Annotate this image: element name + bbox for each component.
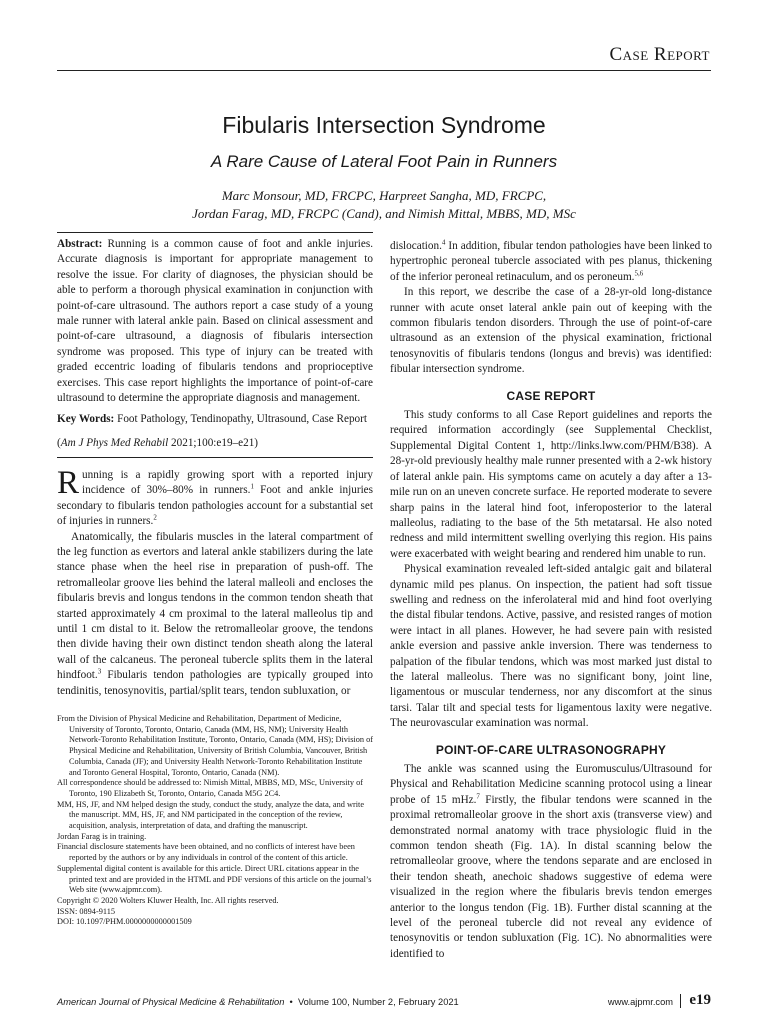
page-number: e19 bbox=[689, 992, 711, 1008]
authors-line-2: Jordan Farag, MD, FRCPC (Cand), and Nimish Mittal, MBBS, MD, MSc bbox=[192, 206, 576, 221]
ref-sup: 7 bbox=[476, 792, 480, 801]
citation-details: 2021;100:e19–e21) bbox=[171, 436, 259, 449]
abstract-top-rule bbox=[57, 232, 373, 233]
footnote: Copyright © 2020 Wolters Kluwer Health, Inc. All rights reserved. bbox=[57, 895, 279, 905]
ref-sup: 4 bbox=[441, 238, 446, 247]
cont-text-a: dislocation. bbox=[390, 240, 442, 252]
intro-continuation bbox=[390, 239, 712, 285]
intro-left-column bbox=[57, 465, 373, 699]
case-paragraph-1: This study conforms to all Case Report guidelines and reports the required information accordingly (see Supplemental Checklist, Supplemental Digital Content 1, http://links.lww.com/PHM/B38). A 28-yr-old previously healthy male runner presented with a 2-wk history of lateral ankle pain. His symptoms came on acutely a day after a 13-mile run on an uneven concrete surface. He reported moderate to severe sharp pains in the lateral hind foot, inferoposterior to the lateral malleolus, radiating to the base of the 5th metatarsal. He also noted redness and mild intermittent swelling overlying this region. His pains were exacerbated with weight bearing and rendered him unable to run. bbox=[390, 409, 712, 560]
footer-journal-name: American Journal of Physical Medicine & Rehabilitation bbox=[57, 997, 285, 1007]
intro-p2-text-a: Anatomically, the fibularis muscles in the lateral compartment of the leg function as evertors and lateral ankle stabilizers during the late stance phase when the heel rise in preparation of push-off. The retromalleolar groove lies behind the lateral malleoli and encloses the fibularis brevis and longus tendons in the common tendon sheath that started approximately 4 cm proximal to the lateral malleolus tip and until 1 cm distal to it. Below the retromalleolar groove, the tendons then divide having their own distinct tendon sheath along the lateral wall of the calcaneus. The peroneal tubercle splits them in the lateral hindfoot. bbox=[57, 530, 373, 682]
intro-paragraph-2 bbox=[57, 530, 373, 699]
intro-paragraph-1 bbox=[57, 465, 373, 530]
keywords-value: Foot Pathology, Tendinopathy, Ultrasound, Case Report bbox=[117, 413, 367, 426]
ref-sup: 2 bbox=[153, 513, 157, 522]
footnote: Financial disclosure statements have been obtained, and no conflicts of interest have been reported by the authors or by any individuals in control of the content of this article. bbox=[57, 842, 355, 863]
abstract-bottom-rule bbox=[57, 457, 373, 458]
section-label: Case Report bbox=[609, 44, 710, 65]
keywords-label: Key Words: bbox=[57, 413, 115, 426]
cont-text-b: In addition, fibular tendon pathologies have been linked to hypertrophic peroneal tubercle associated with pes planus, thickening of the inferior peroneal retinaculum, and os peroneum. bbox=[390, 240, 712, 283]
citation: (Am J Phys Med Rehabil 2021;100:e19–e21) bbox=[57, 436, 259, 449]
footer-divider bbox=[680, 994, 681, 1008]
citation-journal: Am J Phys Med Rehabil bbox=[60, 436, 169, 449]
footnote: All correspondence should be addressed to: Nimish Mittal, MBBS, MD, MSc, University of Toronto, 190 Elizabeth St, Toronto, Ontario, Canada M5G 2C4. bbox=[57, 778, 364, 798]
pocus-text-b: Firstly, the fibular tendons were scanned in the proximal retromalleolar groove in the short axis (transverse view) and demonstrated normal anatomy with trace physiologic fluid in the common tendon sheath (Fig. 1A). In distal scanning below the retromalleolar groove, where the tendons separate and are enclosed in their tendon sheath, anechoic shadows suggestive of edema were visualized in the region where the fibularis brevis tendon emerges anterior to the longus tendon (Fig. 1B). Further distal scanning at the level of the peroneal tubercle did not reveal any evidence of tenosynovitis or tendon subluxation (Fig. 1C). No abnormalities were identified to bbox=[390, 793, 713, 960]
footnote: Jordan Farag is in training. bbox=[57, 831, 147, 841]
footer-journal bbox=[57, 997, 459, 1007]
header-rule bbox=[57, 70, 711, 71]
abstract bbox=[57, 237, 373, 451]
authors-line-1: Marc Monsour, MD, FRCPC, Harpreet Sangha, MD, FRCPC, bbox=[221, 188, 547, 203]
pocus-heading: POINT-OF-CARE ULTRASONOGRAPHY bbox=[435, 742, 667, 757]
footnote: ISSN: 0894-9115 bbox=[57, 906, 116, 916]
intro-paragraph-3: In this report, we describe the case of a 28-yr-old long-distance runner with acute onset lateral ankle pain out of keeping with the common fibularis tendon disorders. Through the use of point-of-care ultrasound as an extension of the physical examination, frictional tenosynovitis of fibularis tendons (longus and brevis) was identified: fibular intersection syndrome. bbox=[390, 286, 712, 376]
abstract-label: Abstract: bbox=[57, 238, 103, 250]
pocus-paragraph bbox=[390, 762, 712, 962]
footnote: Supplemental digital content is available for this article. Direct URL citations appear in the printed text and are provided in the HTML and PDF versions of this article on the journal’s Web site (www.ajpmr.com). bbox=[57, 863, 372, 895]
keywords bbox=[57, 412, 373, 427]
author-list bbox=[57, 187, 711, 223]
footer-url[interactable]: www.ajpmr.com bbox=[607, 997, 673, 1007]
affiliation-footnotes bbox=[57, 714, 373, 928]
pocus-text-a: The ankle was scanned using the Euromusculus/Ultrasound for Physical and Rehabilitation Medicine scanning protocol using a linear probe of 15 mHz. bbox=[390, 763, 712, 806]
footer-volume: Volume 100, Number 2, February 2021 bbox=[297, 997, 459, 1007]
intro-p2-text-b: Fibularis tendon pathologies are typically grouped into tendinitis, tenosynovitis, partial/split tears, tendon subluxation, or bbox=[57, 669, 373, 697]
article-subtitle: A Rare Cause of Lateral Foot Pain in Runners bbox=[210, 152, 558, 171]
intro-p1-text-a: unning is a rapidly growing sport with a reported injury incidence of 30%–80% in runners. bbox=[82, 469, 373, 497]
footnote: MM, HS, JF, and NM helped design the study, conduct the study, analyze the data, and write the manuscript. MM, HS, JF, and NM participated in the conception of the review, acquisition, analysis, interpretation of data, and drafting the manuscript. bbox=[57, 799, 365, 831]
abstract-body: Running is a common cause of foot and ankle injuries. Accurate diagnosis is important for appropriate management to resolve the issue. For clarity of diagnoses, the physician should be able to perform a thorough physical examination in conjunction with point-of-care ultrasound. The authors report a case study of a young male runner with lateral ankle pain. Based on clinical assessment and point-of-care ultrasound, a diagnosis of fibularis intersection syndrome was proposed. This type of injury can be treated with graded eccentric loading of fibularis tendons and proprioceptive exercises. This case report highlights the importance of point-of-care ultrasound to determine the appropriate diagnosis and management. bbox=[57, 238, 374, 405]
footnote: DOI: 10.1097/PHM.0000000000001509 bbox=[57, 917, 192, 927]
drop-cap: R bbox=[57, 465, 80, 501]
intro-p1-text-b: Foot and ankle injuries secondary to fibularis tendon pathologies account for a substantial set of injuries in runners. bbox=[57, 484, 373, 528]
right-column bbox=[390, 239, 712, 962]
ref-sup: 3 bbox=[97, 667, 102, 676]
case-paragraph-2: Physical examination revealed left-sided antalgic gait and bilateral dynamic mild pes planus. On inspection, the patient had soft tissue swelling and redness on the inferolateral mid and hind foot overlying the distal fibular tendons. Active, passive, and resisted ranges of motion were intact in all planes. However, he had severe pain with resisted ankle eversion and passive ankle inversion. There was tenderness to palpation of the fibular tendons, which was most marked just distal to the lateral malleolus. There was no significant bony, joint line, ligamentous or muscular tenderness, nor any discomfort at the sinus tarsi. Talar tilt and special tests for ligamentous laxity were negative. The neurovascular examination was normal. bbox=[390, 563, 712, 730]
article-title: Fibularis Intersection Syndrome bbox=[222, 112, 546, 138]
footer-bullet: • bbox=[289, 997, 293, 1007]
abstract-text bbox=[57, 237, 373, 406]
case-report-heading: CASE REPORT bbox=[506, 388, 596, 403]
ref-sup: 1 bbox=[250, 482, 254, 491]
ref-sup: 5,6 bbox=[634, 269, 644, 278]
footnote: From the Division of Physical Medicine and Rehabilitation, Department of Medicine, University of Toronto, Toronto, Ontario, Canada (MM, HS, NM); University Health Network-Toronto Rehabilitation Institute, Toronto, Ontario, Canada (MM, HS); Division of Physical Medicine and Rehabilitation, University of British Columbia, Vancouver, British Columbia, Canada (JF); and University Health Network-Toronto Rehabilitation Institute and Toronto General Hospital, Toronto, Ontario, Canada (NM). bbox=[57, 714, 374, 777]
